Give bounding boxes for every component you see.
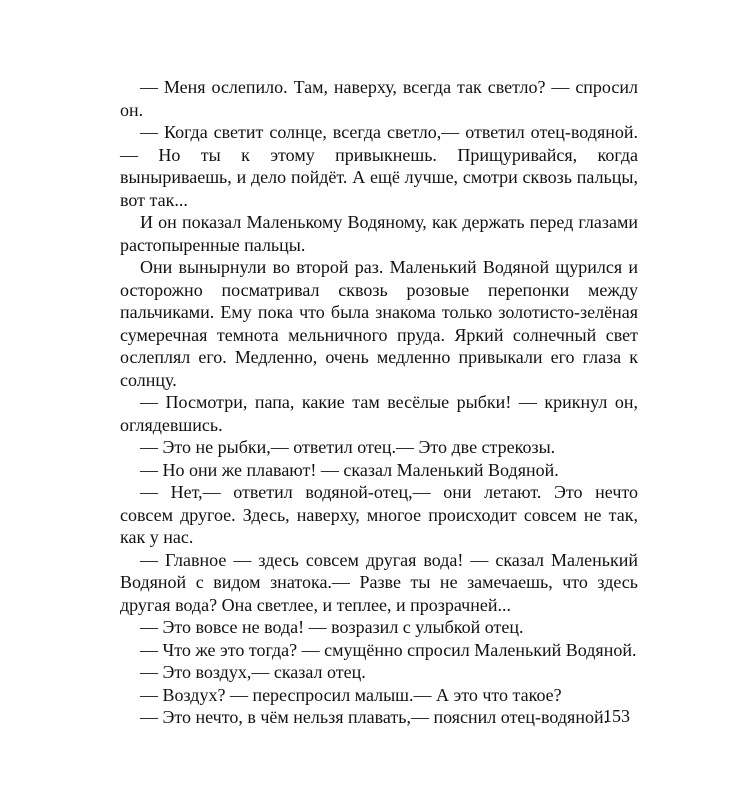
paragraph-4: Они вынырнули во второй раз. Маленький Водяной щурился и осторожно посматривал сквозь розовые перепонки между пальчиками. Ему пока что была знакома только золотисто-зелёная сумеречная темнота мельничного пруда. Яркий солнечный свет ослеплял его. Медленно, очень медленно привыкали его глаза к солнцу. bbox=[120, 257, 638, 390]
paragraph-9: — Главное — здесь совсем другая вода! — сказал Маленький Водяной с видом знатока.— Разве ты не замечаешь, что здесь другая вода? Она светлее, и теплее, и прозрачней... bbox=[120, 549, 638, 615]
paragraph-5: — Посмотри, папа, какие там весёлые рыбки! — крикнул он, оглядевшись. bbox=[120, 392, 638, 435]
paragraph-6: — Это не рыбки,— ответил отец.— Это две стрекозы. bbox=[140, 437, 556, 457]
paragraph-12: — Это воздух,— сказал отец. bbox=[140, 662, 366, 682]
paragraph-1: — Меня ослепило. Там, наверху, всегда так светло? — спросил он. bbox=[120, 77, 638, 120]
paragraph-8: — Нет,— ответил водяной-отец,— они летают. Это нечто совсем другое. Здесь, наверху, многое происходит совсем не так, как у нас. bbox=[120, 482, 638, 547]
paragraph-11: — Что же это тогда? — смущённо спросил Маленький Водяной. bbox=[140, 639, 637, 660]
paragraph-3: И он показал Маленькому Водяному, как держать перед глазами растопыренные пальцы. bbox=[120, 212, 638, 255]
paragraph-2: — Когда светит солнце, всегда светло,— ответил отец-водяной.— Но ты к этому привыкнешь. Прищуривайся, когда выныриваешь, и дело пойдёт. А ещё лучше, смотри сквозь пальцы, вот так... bbox=[120, 122, 638, 210]
page-text bbox=[120, 76, 638, 729]
paragraph-7: — Но они же плавают! — сказал Маленький Водяной. bbox=[140, 459, 559, 480]
paragraph-10: — Это вовсе не вода! — возразил с улыбкой отец. bbox=[140, 617, 524, 637]
paragraph-14: — Это нечто, в чём нельзя плавать,— пояснил отец-водяной. bbox=[140, 707, 609, 727]
page-number: 153 bbox=[603, 706, 630, 726]
paragraph-13: — Воздух? — переспросил малыш.— А это что такое? bbox=[140, 684, 562, 705]
